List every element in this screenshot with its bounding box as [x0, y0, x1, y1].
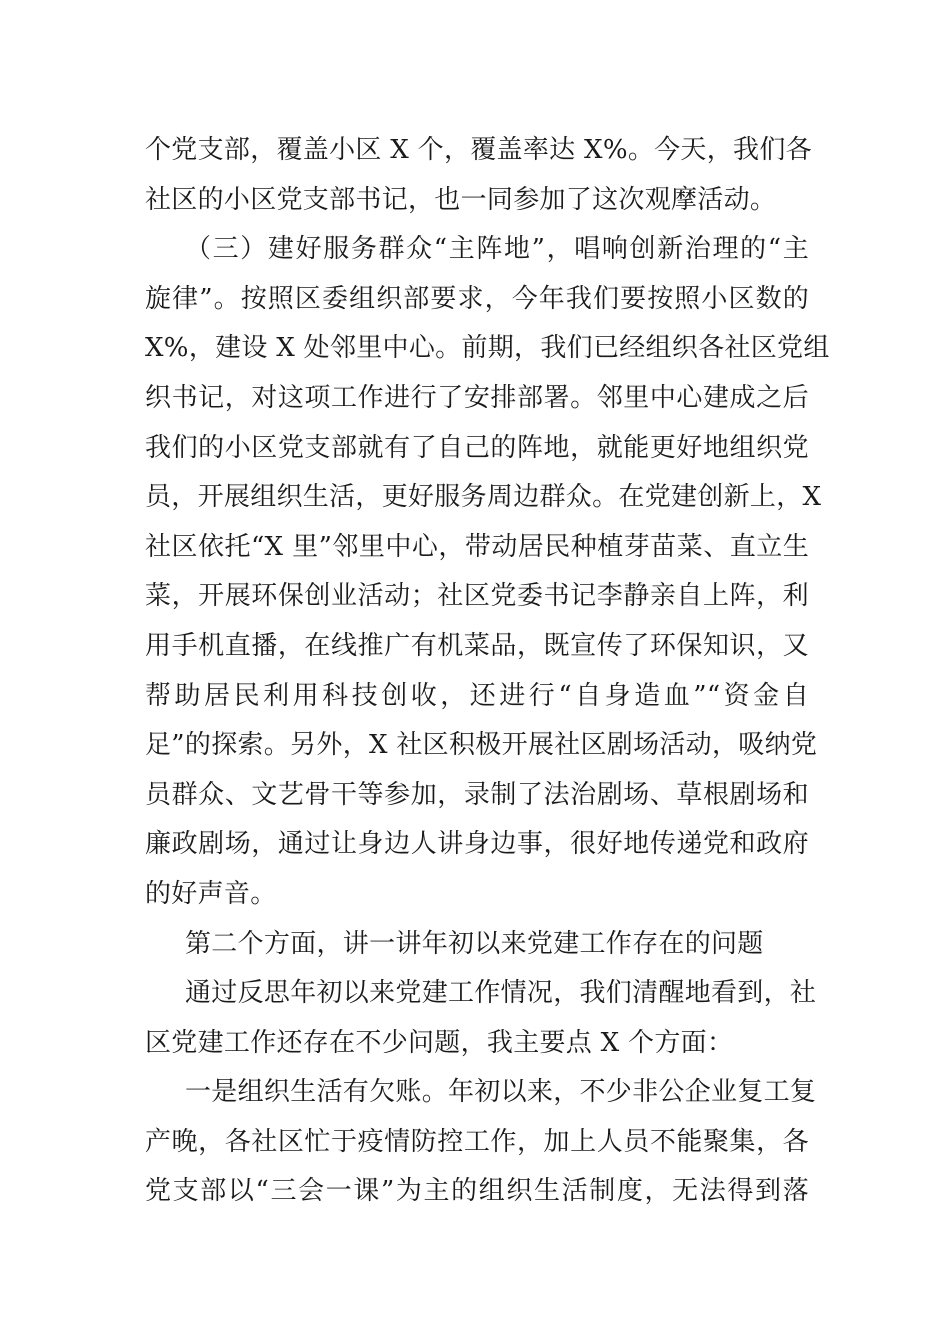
text-line: 社区的小区党支部书记，也一同参加了这次观摩活动。: [145, 184, 777, 215]
text-line: 帮助居民利用科技创收，还进行“自身造血”“资金自: [145, 680, 809, 711]
text-line: 用手机直播，在线推广有机菜品，既宣传了环保知识，又: [145, 630, 809, 661]
text-line: 的好声音。: [145, 878, 277, 909]
text-line: 个党支部，覆盖小区 X 个，覆盖率达 X%。今天，我们各: [145, 135, 812, 165]
text-line: 我们的小区党支部就有了自己的阵地，就能更好地组织党: [145, 432, 809, 463]
document-body: [145, 126, 830, 1217]
text-line: 菜，开展环保创业活动；社区党委书记李静亲自上阵，利: [145, 581, 809, 612]
text-line: 员，开展组织生活，更好服务周边群众。在党建创新上，X: [145, 482, 822, 513]
text-line: 织书记，对这项工作进行了安排部署。邻里中心建成之后: [145, 382, 809, 413]
text-line: 廉政剧场，通过让身边人讲身边事，很好地传递党和政府: [145, 829, 809, 860]
text-line: 一是组织生活有欠账。年初以来，不少非公企业复工复: [185, 1077, 817, 1108]
text-line: 通过反思年初以来党建工作情况，我们清醒地看到，社: [185, 978, 817, 1009]
section-heading-line: 第二个方面，讲一讲年初以来党建工作存在的问题: [185, 928, 764, 959]
text-line: 足”的探索。另外，X 社区积极开展社区剧场活动，吸纳党: [145, 730, 818, 761]
text-line: 旋律”。按照区委组织部要求，今年我们要按照小区数的: [145, 283, 809, 314]
text-line: 区党建工作还存在不少问题，我主要点 X 个方面：: [145, 1027, 734, 1058]
text-line: 产晚，各社区忙于疫情防控工作，加上人员不能聚集，各: [145, 1126, 809, 1157]
section-heading-line: （三）建好服务群众“主阵地”，唱响创新治理的“主: [185, 234, 809, 265]
text-line: 员群众、文艺骨干等参加，录制了法治剧场、草根剧场和: [145, 779, 809, 810]
text-line: X%，建设 X 处邻里中心。前期，我们已经组织各社区党组: [145, 333, 830, 364]
text-line: 社区依托“X 里”邻里中心，带动居民种植芽苗菜、直立生: [145, 531, 809, 562]
text-line: 党支部以“三会一课”为主的组织生活制度，无法得到落: [145, 1176, 809, 1207]
